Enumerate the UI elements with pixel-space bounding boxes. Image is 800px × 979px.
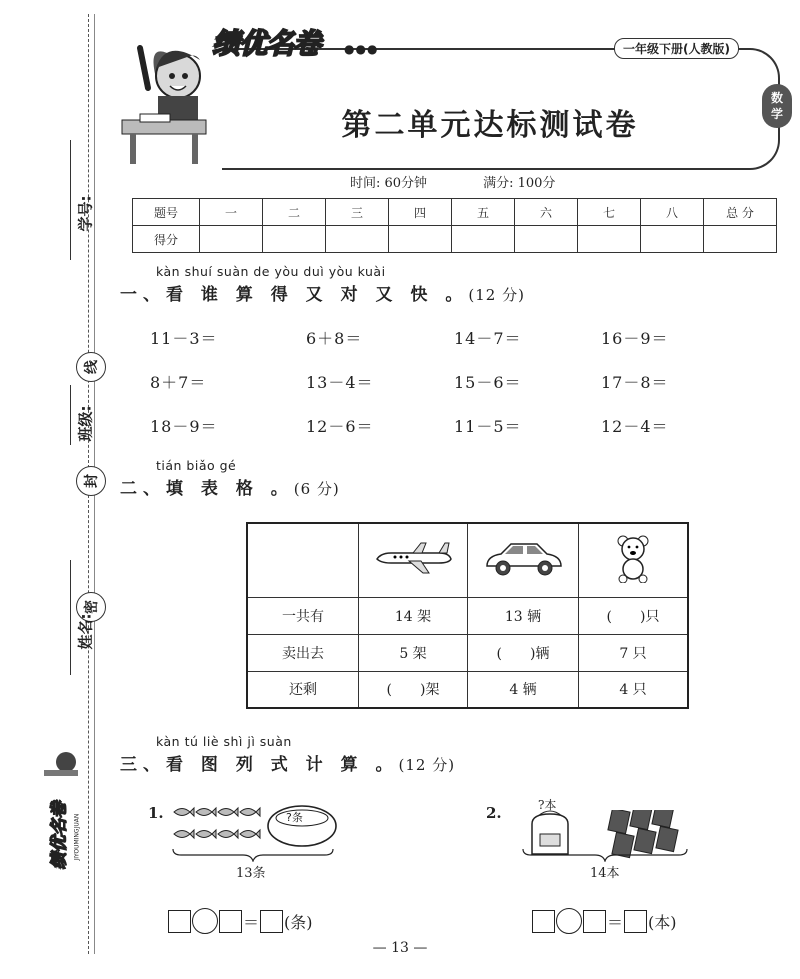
equation: 11－3＝ [150,329,218,348]
seal-line: 线 [76,352,106,382]
fill-table-row: 卖出去 5 架 ( )辆 7 只 [247,634,688,671]
brace-bracket [172,848,334,862]
equation: 18－9＝ [150,417,218,436]
score-cell[interactable] [389,226,452,253]
fill-table-row: 还剩 ( )架 4 辆 4 只 [247,671,688,708]
equation: 12－6＝ [306,417,374,436]
name-underline [70,560,71,675]
score-cell[interactable] [515,226,578,253]
section3-title: 三、看 图 列 式 计 算 。(12 分) [120,755,456,775]
score-cell[interactable] [200,226,263,253]
page-number: — 13 — [372,940,428,956]
score-cell[interactable] [263,226,326,253]
brand-logo: 绩优名卷 [212,27,321,60]
fill-table [246,522,689,709]
brand-dots: ●●● [344,42,379,56]
fill-table-row: 一共有 14 架 13 辆 ( )只 [247,597,688,634]
bag-label: ?本 [538,798,557,812]
equation: 6＋8＝ [306,329,363,348]
equation: 16－9＝ [601,329,669,348]
fill-table-header-row [247,523,688,597]
score-cell[interactable] [641,226,704,253]
section1-pinyin: kàn shuí suàn de yòu duì yòu kuài [156,264,386,279]
sidebar-logo-pinyin: JIYOUMINGJUAN [73,813,81,861]
operator-circle[interactable] [192,908,218,934]
equation: 14－7＝ [454,329,522,348]
score-table-header-row: 题号 一 二 三 四 五 六 七 八 总 分 [133,199,777,226]
subject-tab: 数 学 [762,84,792,128]
problem1-number: 1. [148,804,164,822]
class-underline [70,385,71,445]
answer-box[interactable] [219,910,242,933]
problem1-answer: ＝ (条) [168,908,313,934]
student-no-underline [70,140,71,260]
section3-pinyin: kàn tú liè shì jì suàn [156,734,292,749]
score-cell[interactable] [452,226,515,253]
grade-badge: 一年级下册(人教版) [614,38,739,59]
score-cell[interactable] [704,226,777,253]
equation: 13－4＝ [306,373,374,392]
class-label: 班级: [76,405,95,442]
brace-bracket [522,848,688,862]
seal-seal: 封 [76,466,106,496]
fish-group-illustration [170,804,340,854]
score-cell[interactable] [326,226,389,253]
equation: 12－4＝ [601,417,669,436]
airplane-icon [359,523,468,597]
car-icon [468,523,579,597]
equation: 17－8＝ [601,373,669,392]
answer-box[interactable] [624,910,647,933]
problem2-number: 2. [486,804,502,822]
seal-secret: 密 [76,592,106,622]
score-cell[interactable] [578,226,641,253]
equation: 8＋7＝ [150,373,207,392]
bowl-label: ?条 [286,811,303,824]
section1-title: 一、看 谁 算 得 又 对 又 快 。(12 分) [120,285,525,305]
answer-box[interactable] [532,910,555,933]
score-table-score-row: 得分 [133,226,777,253]
answer-box[interactable] [168,910,191,933]
answer-box[interactable] [583,910,606,933]
teddy-bear-icon [579,523,689,597]
student-no-label: 学号: [76,195,95,232]
section2-title: 二、填 表 格 。(6 分) [120,479,340,499]
score-table [132,198,777,253]
answer-box[interactable] [260,910,283,933]
sidebar-logo-text: 绩优名卷 [49,801,70,870]
operator-circle[interactable] [556,908,582,934]
problem2-total: 14本 [590,866,620,881]
exam-info: 时间: 60分钟 满分: 100分 [350,176,556,191]
sidebar-logo [36,740,82,870]
page-title: 第二单元达标测试卷 [341,108,639,143]
section2-pinyin: tián biǎo gé [156,458,237,473]
problem1-total: 13条 [236,866,266,881]
name-label: 姓名: [76,613,95,650]
equation: 15－6＝ [454,373,522,392]
header-boy-illustration [120,28,220,168]
problem2-answer: ＝ (本) [532,908,677,934]
equation: 11－5＝ [454,417,522,436]
